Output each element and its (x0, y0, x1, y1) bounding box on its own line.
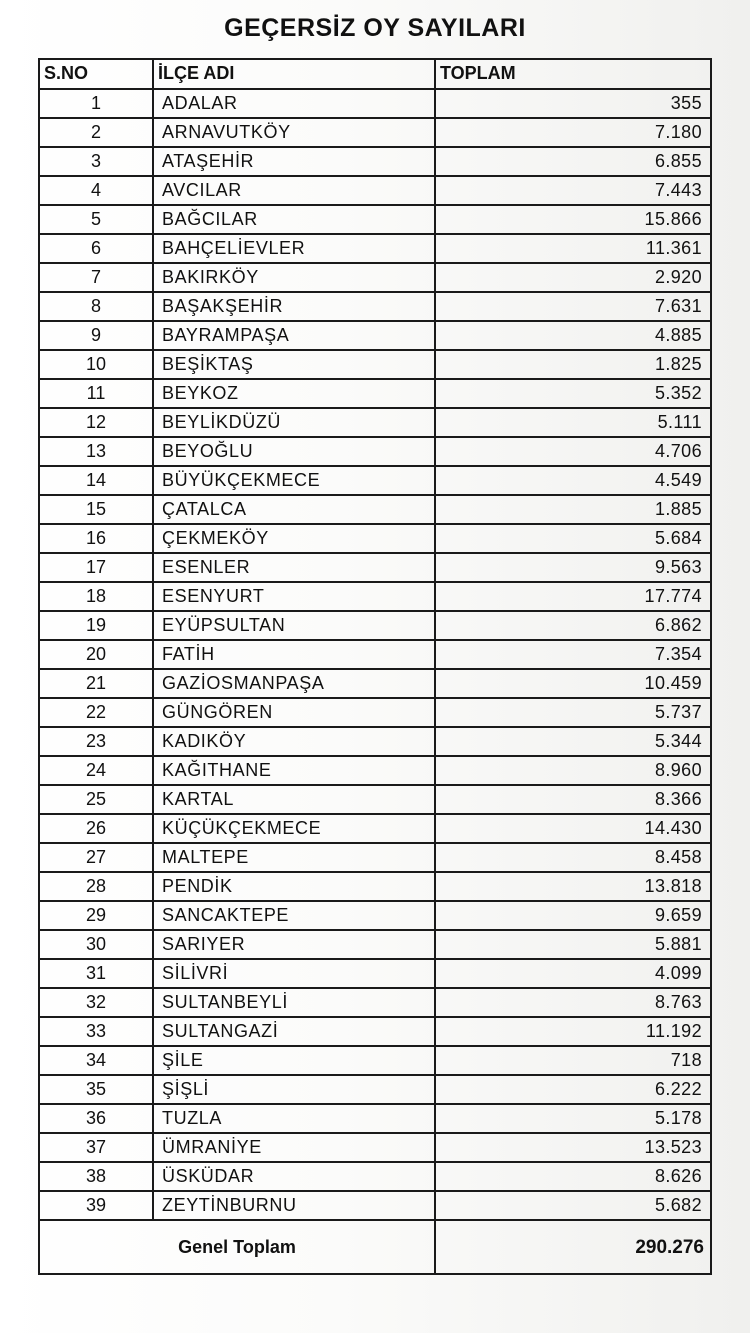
district-name: ÜMRANİYE (153, 1133, 435, 1162)
district-total: 8.458 (435, 843, 711, 872)
district-name: SANCAKTEPE (153, 901, 435, 930)
table-row (39, 1191, 711, 1220)
row-number: 20 (39, 640, 153, 669)
table-row (39, 872, 711, 901)
row-number: 15 (39, 495, 153, 524)
district-total: 5.881 (435, 930, 711, 959)
row-number: 14 (39, 466, 153, 495)
district-name: BÜYÜKÇEKMECE (153, 466, 435, 495)
invalid-votes-table (38, 58, 712, 1275)
document-title: GEÇERSİZ OY SAYILARI (224, 14, 526, 42)
table-row (39, 727, 711, 756)
district-total: 8.763 (435, 988, 711, 1017)
row-number: 19 (39, 611, 153, 640)
row-number: 22 (39, 698, 153, 727)
table-row (39, 524, 711, 553)
table-row (39, 350, 711, 379)
district-name: BAŞAKŞEHİR (153, 292, 435, 321)
header-district-name: İLÇE ADI (153, 59, 435, 89)
table-row (39, 756, 711, 785)
district-total: 4.549 (435, 466, 711, 495)
row-number: 32 (39, 988, 153, 1017)
district-total: 5.684 (435, 524, 711, 553)
table-row (39, 669, 711, 698)
table-row (39, 176, 711, 205)
district-name: ÜSKÜDAR (153, 1162, 435, 1191)
row-number: 27 (39, 843, 153, 872)
district-total: 7.354 (435, 640, 711, 669)
district-total: 4.706 (435, 437, 711, 466)
district-total: 13.523 (435, 1133, 711, 1162)
district-total: 9.659 (435, 901, 711, 930)
district-total: 5.352 (435, 379, 711, 408)
district-name: ATAŞEHİR (153, 147, 435, 176)
row-number: 29 (39, 901, 153, 930)
district-total: 8.626 (435, 1162, 711, 1191)
header-no: S.NO (39, 59, 153, 89)
district-total: 10.459 (435, 669, 711, 698)
district-name: EYÜPSULTAN (153, 611, 435, 640)
district-name: SULTANBEYLİ (153, 988, 435, 1017)
district-name: SİLİVRİ (153, 959, 435, 988)
district-name: SULTANGAZİ (153, 1017, 435, 1046)
table-row (39, 843, 711, 872)
district-name: ESENLER (153, 553, 435, 582)
row-number: 30 (39, 930, 153, 959)
table-row (39, 988, 711, 1017)
table-row (39, 1162, 711, 1191)
district-name: SARIYER (153, 930, 435, 959)
district-total: 4.885 (435, 321, 711, 350)
row-number: 26 (39, 814, 153, 843)
district-total: 7.180 (435, 118, 711, 147)
table-row (39, 495, 711, 524)
table-row (39, 263, 711, 292)
district-name: KARTAL (153, 785, 435, 814)
district-name: FATİH (153, 640, 435, 669)
district-name: ŞİŞLİ (153, 1075, 435, 1104)
district-name: BAĞCILAR (153, 205, 435, 234)
district-total: 7.631 (435, 292, 711, 321)
district-name: BEŞİKTAŞ (153, 350, 435, 379)
district-total: 4.099 (435, 959, 711, 988)
row-number: 13 (39, 437, 153, 466)
district-name: BAKIRKÖY (153, 263, 435, 292)
table-row (39, 234, 711, 263)
table-header-row (39, 59, 711, 89)
district-name: ADALAR (153, 89, 435, 118)
district-total: 5.344 (435, 727, 711, 756)
row-number: 34 (39, 1046, 153, 1075)
table-row (39, 611, 711, 640)
district-name: TUZLA (153, 1104, 435, 1133)
district-name: ÇEKMEKÖY (153, 524, 435, 553)
table-row (39, 118, 711, 147)
district-name: KAĞITHANE (153, 756, 435, 785)
table-row (39, 1046, 711, 1075)
table-row (39, 582, 711, 611)
table-row (39, 1017, 711, 1046)
district-total: 1.885 (435, 495, 711, 524)
district-total: 5.682 (435, 1191, 711, 1220)
district-total: 2.920 (435, 263, 711, 292)
row-number: 37 (39, 1133, 153, 1162)
district-name: BEYOĞLU (153, 437, 435, 466)
district-total: 1.825 (435, 350, 711, 379)
table-row (39, 89, 711, 118)
table-row (39, 292, 711, 321)
row-number: 16 (39, 524, 153, 553)
district-name: AVCILAR (153, 176, 435, 205)
row-number: 28 (39, 872, 153, 901)
district-total: 8.366 (435, 785, 711, 814)
row-number: 24 (39, 756, 153, 785)
grand-total-row (39, 1220, 711, 1274)
table-row (39, 408, 711, 437)
row-number: 23 (39, 727, 153, 756)
district-total: 14.430 (435, 814, 711, 843)
row-number: 3 (39, 147, 153, 176)
district-name: KADIKÖY (153, 727, 435, 756)
table-row (39, 1104, 711, 1133)
district-name: KÜÇÜKÇEKMECE (153, 814, 435, 843)
district-total: 6.862 (435, 611, 711, 640)
table-row (39, 379, 711, 408)
district-total: 5.178 (435, 1104, 711, 1133)
table-row (39, 321, 711, 350)
district-name: ZEYTİNBURNU (153, 1191, 435, 1220)
row-number: 39 (39, 1191, 153, 1220)
district-total: 11.192 (435, 1017, 711, 1046)
grand-total-label: Genel Toplam (39, 1220, 435, 1274)
row-number: 35 (39, 1075, 153, 1104)
district-total: 718 (435, 1046, 711, 1075)
district-name: BEYKOZ (153, 379, 435, 408)
district-name: GAZİOSMANPAŞA (153, 669, 435, 698)
row-number: 33 (39, 1017, 153, 1046)
row-number: 1 (39, 89, 153, 118)
district-total: 15.866 (435, 205, 711, 234)
row-number: 4 (39, 176, 153, 205)
row-number: 12 (39, 408, 153, 437)
district-total: 5.111 (435, 408, 711, 437)
district-name: GÜNGÖREN (153, 698, 435, 727)
row-number: 6 (39, 234, 153, 263)
district-name: MALTEPE (153, 843, 435, 872)
row-number: 31 (39, 959, 153, 988)
table-row (39, 553, 711, 582)
row-number: 8 (39, 292, 153, 321)
row-number: 11 (39, 379, 153, 408)
row-number: 9 (39, 321, 153, 350)
district-total: 13.818 (435, 872, 711, 901)
district-name: BEYLİKDÜZÜ (153, 408, 435, 437)
district-name: ARNAVUTKÖY (153, 118, 435, 147)
row-number: 36 (39, 1104, 153, 1133)
row-number: 2 (39, 118, 153, 147)
district-total: 7.443 (435, 176, 711, 205)
table-row (39, 698, 711, 727)
row-number: 18 (39, 582, 153, 611)
row-number: 38 (39, 1162, 153, 1191)
table-body (39, 89, 711, 1220)
row-number: 10 (39, 350, 153, 379)
district-total: 8.960 (435, 756, 711, 785)
district-name: PENDİK (153, 872, 435, 901)
table-row (39, 205, 711, 234)
district-total: 6.855 (435, 147, 711, 176)
row-number: 5 (39, 205, 153, 234)
district-total: 9.563 (435, 553, 711, 582)
district-total: 5.737 (435, 698, 711, 727)
table-row (39, 930, 711, 959)
district-name: ESENYURT (153, 582, 435, 611)
district-total: 17.774 (435, 582, 711, 611)
table-row (39, 466, 711, 495)
table-row (39, 785, 711, 814)
header-total: TOPLAM (435, 59, 711, 89)
table-row (39, 901, 711, 930)
table-row (39, 147, 711, 176)
row-number: 7 (39, 263, 153, 292)
table-row (39, 640, 711, 669)
district-total: 11.361 (435, 234, 711, 263)
district-name: ÇATALCA (153, 495, 435, 524)
table-row (39, 1075, 711, 1104)
district-name: BAHÇELİEVLER (153, 234, 435, 263)
row-number: 17 (39, 553, 153, 582)
table-row (39, 437, 711, 466)
table-row (39, 814, 711, 843)
district-name: BAYRAMPAŞA (153, 321, 435, 350)
district-name: ŞİLE (153, 1046, 435, 1075)
grand-total-value: 290.276 (435, 1220, 711, 1274)
row-number: 25 (39, 785, 153, 814)
row-number: 21 (39, 669, 153, 698)
district-total: 6.222 (435, 1075, 711, 1104)
table-row (39, 959, 711, 988)
table-row (39, 1133, 711, 1162)
district-total: 355 (435, 89, 711, 118)
